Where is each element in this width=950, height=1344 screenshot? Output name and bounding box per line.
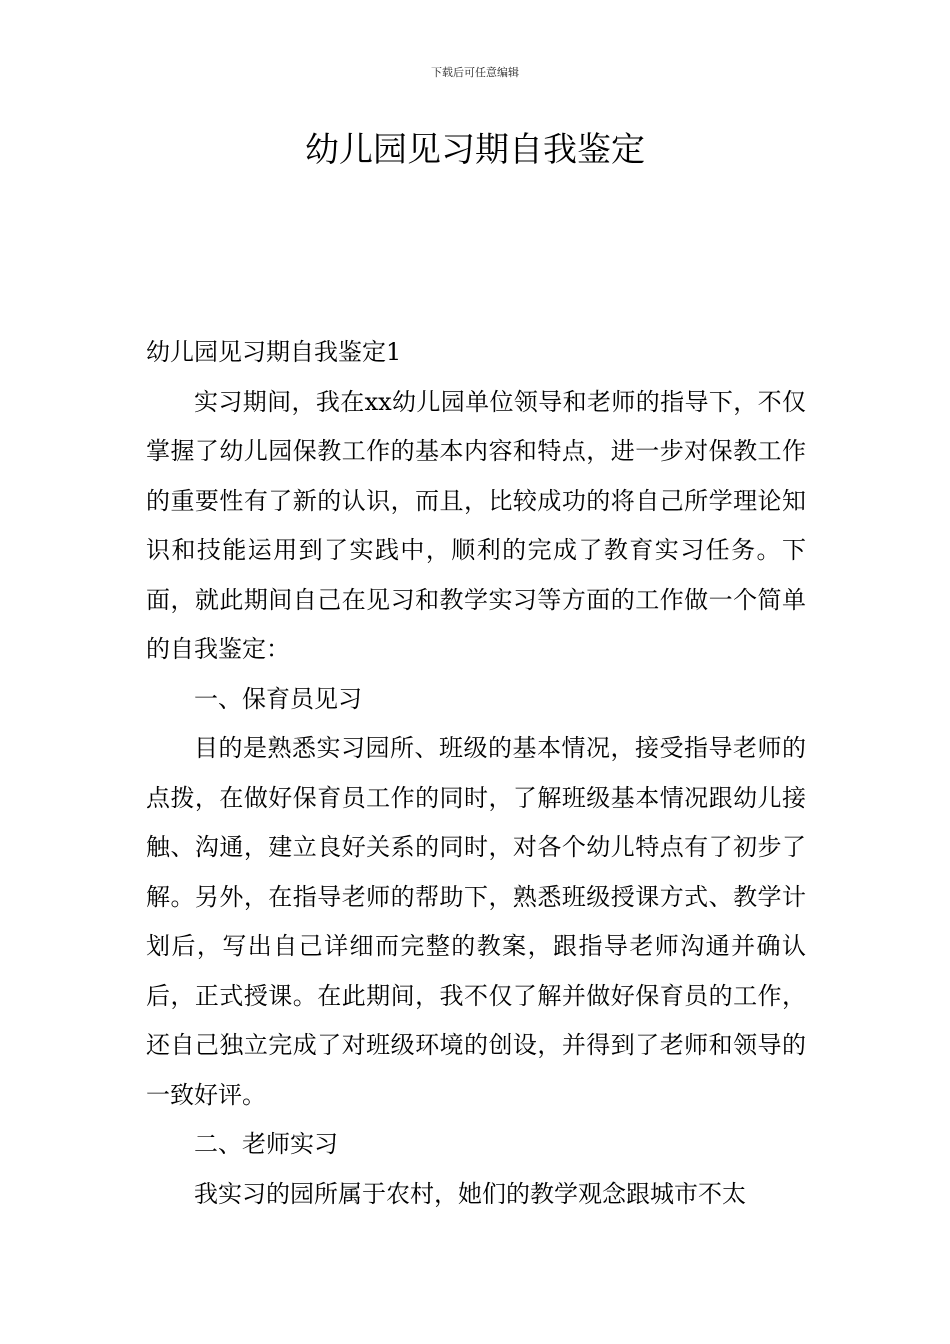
paragraph-teacher-internship: 我实习的园所属于农村，她们的教学观念跟城市不太	[194, 1179, 746, 1208]
heading-nursery-observation: 一、保育员见习	[194, 684, 362, 713]
paragraph-intro: 实习期间，我在xx幼儿园单位领导和老师的指导下，不仅掌握了幼儿园保教工作的基本内容和特点，进一步对保教工作的重要性有了新的认识，而且，比较成功的将自己所学理论知识和技能运用到了实践中，顺利的完成了教育实习任务。下面，就此期间自己在见习和教学实习等方面的工作做一个简单的自我鉴定：	[146, 387, 806, 663]
section-title: 幼儿园见习期自我鉴定1	[146, 338, 402, 366]
document-title: 幼儿园见习期自我鉴定	[305, 130, 645, 170]
paragraph-nursery-observation: 目的是熟悉实习园所、班级的基本情况，接受指导老师的点拨，在做好保育员工作的同时，了解班级基本情况跟幼儿接触、沟通，建立良好关系的同时，对各个幼儿特点有了初步了解。另外，在指导老师的帮助下，熟悉班级授课方式、教学计划后，写出自己详细而完整的教案，跟指导老师沟通并确认后，正式授课。在此期间，我不仅了解并做好保育员的工作，还自己独立完成了对班级环境的创设，并得到了老师和领导的一致好评。	[146, 734, 806, 1109]
heading-teacher-internship: 二、老师实习	[194, 1130, 338, 1158]
document-body	[146, 328, 806, 1219]
header-note: 下载后可任意编辑	[431, 66, 519, 79]
